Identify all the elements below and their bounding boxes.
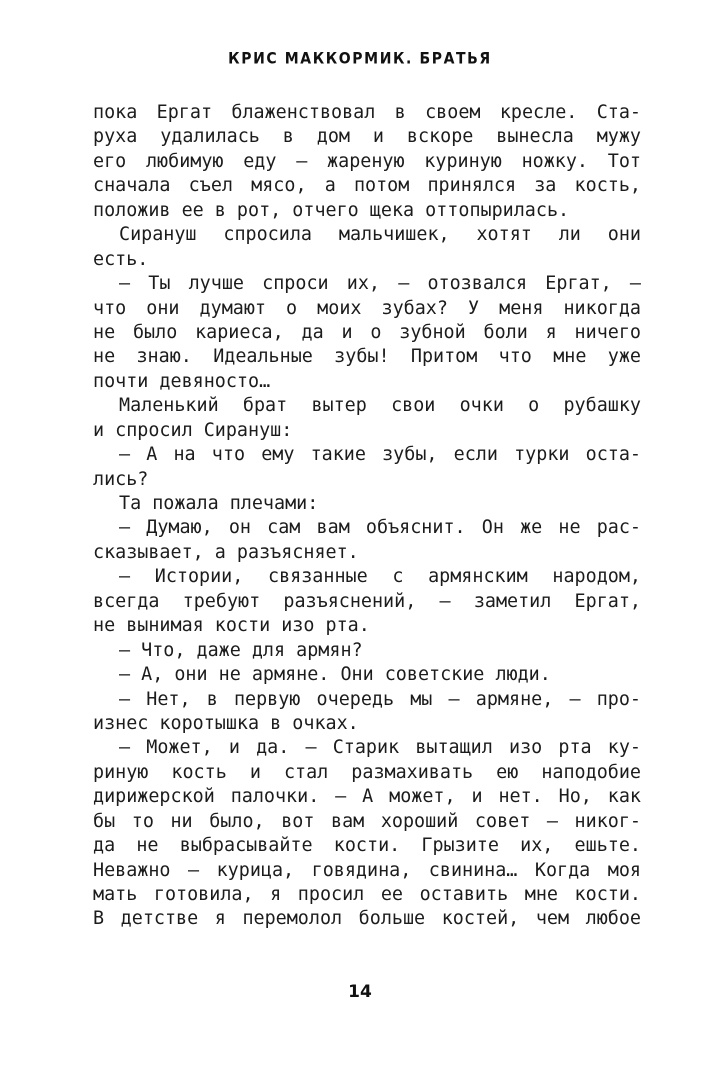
- text-line: бы то ни было, вот вам хороший совет — никог-: [93, 810, 641, 832]
- text-line: изнес коротышка в очках.: [93, 712, 359, 734]
- text-line: сначала съел мясо, а потом принялся за кость,: [93, 175, 641, 197]
- text-line: не вынимая кости изо рта.: [93, 615, 370, 637]
- page-number: 14: [348, 982, 372, 1002]
- text-line: — Что, даже для армян?: [119, 639, 363, 661]
- text-line: его любимую еду — жареную куриную ножку. Тот: [93, 150, 641, 172]
- text-line: не было кариеса, да и о зубной боли я ничего: [93, 321, 641, 343]
- text-line: да не выбрасывайте кости. Грызите их, ешьте.: [93, 835, 641, 857]
- text-line: — Нет, в первую очередь мы — армяне, — про-: [119, 688, 641, 710]
- text-line: — А на что ему такие зубы, если турки оста-: [119, 444, 641, 466]
- text-line: лись?: [93, 468, 149, 490]
- text-line: Неважно — курица, говядина, свинина… Когда моя: [93, 859, 641, 881]
- text-line: — Истории, связанные с армянским народом,: [119, 566, 641, 588]
- text-line: есть.: [93, 248, 149, 270]
- text-line: риную кость и стал размахивать ею наподобие: [93, 761, 641, 783]
- text-line: — А, они не армяне. Они советские люди.: [119, 664, 551, 686]
- text-line: и спросил Сирануш:: [93, 419, 293, 441]
- text-line: положив ее в рот, отчего щека оттопырилась.: [93, 199, 570, 221]
- text-line: всегда требуют разъяснений, — заметил Ергат,: [93, 590, 641, 612]
- text-line: руха удалилась в дом и вскоре вынесла мужу: [93, 126, 641, 148]
- text-line: почти девяносто…: [93, 370, 271, 392]
- text-line: Маленький брат вытер свои очки о рубашку: [119, 395, 641, 417]
- text-line: что они думают о моих зубах? У меня никогда: [93, 297, 641, 319]
- text-line: мать готовила, я просил ее оставить мне кости.: [93, 884, 641, 905]
- text-line: Та пожала плечами:: [119, 493, 319, 514]
- body-text: [93, 101, 641, 932]
- text-line: дирижерской палочки. — А может, и нет. Но, как: [93, 786, 641, 808]
- text-line: — Может, и да. — Старик вытащил изо рта ку-: [119, 737, 641, 759]
- text-line: пока Ергат блаженствовал в своем кресле. Ста-: [93, 102, 641, 123]
- text-line: не знаю. Идеальные зубы! Притом что мне уже: [93, 346, 641, 368]
- text-line: В детстве я перемолол больше костей, чем любое: [93, 908, 641, 930]
- text-line: сказывает, а разъясняет.: [93, 541, 359, 563]
- text-line: — Ты лучше спроси их, — отозвался Ергат, —: [119, 273, 641, 295]
- text-line: — Думаю, он сам вам объяснит. Он же не рас-: [119, 517, 641, 539]
- text-line: Сирануш спросила мальчишек, хотят ли они: [119, 224, 641, 246]
- running-header: КРИС МАККОРМИК. БРАТЬЯ: [228, 49, 492, 69]
